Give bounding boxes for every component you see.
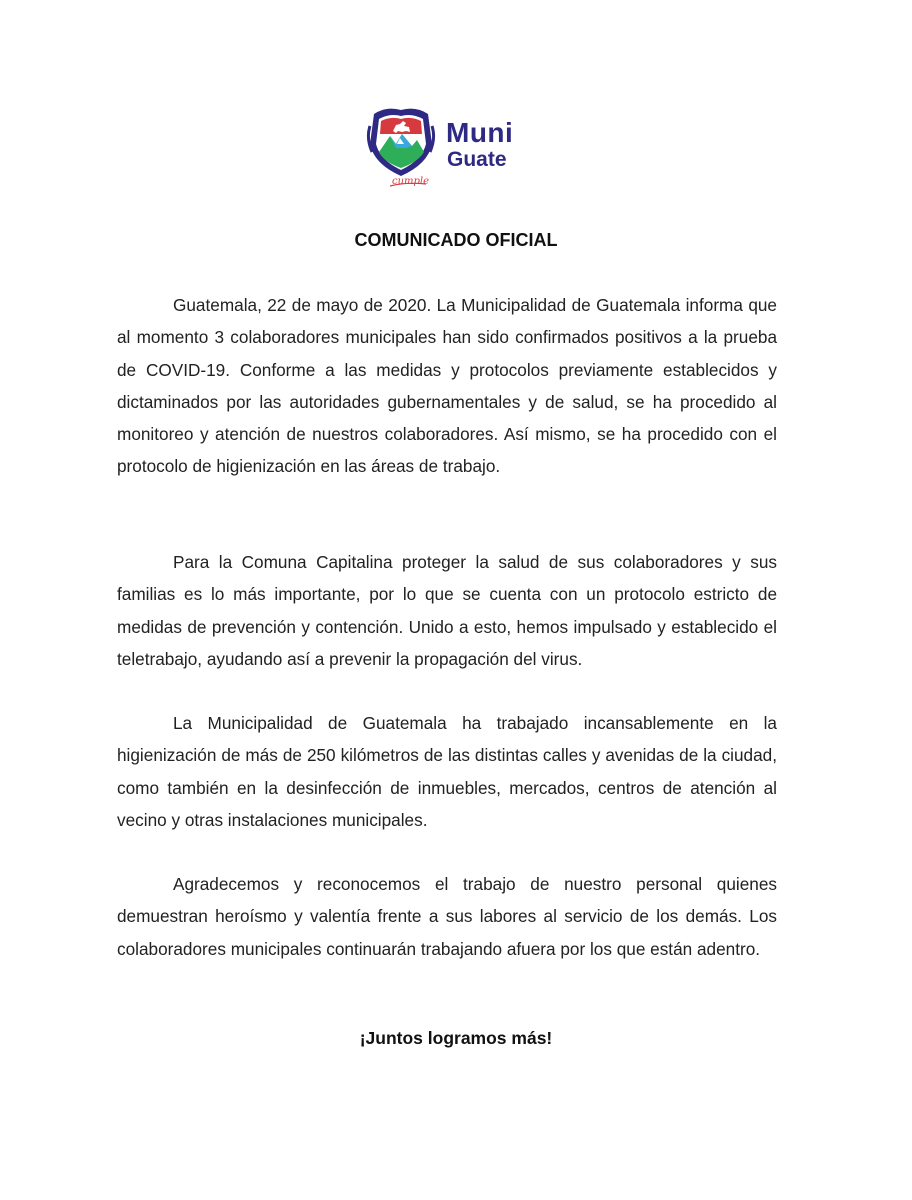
logo-text-guate: Guate bbox=[447, 148, 507, 171]
paragraph-1 bbox=[117, 289, 777, 483]
svg-text:cumple: cumple bbox=[392, 176, 430, 187]
paragraph-text: Guatemala, 22 de mayo de 2020. La Municipalidad de Guatemala informa que al momento 3 colaboradores municipales han sido confirmados positivos a la prueba de COVID-19. Conforme a las medidas y protocolos previamente establecidos y dictaminados por las autoridades gubernamentales y de salud, se ha procedido al monitoreo y atención de nuestros colaboradores. Así mismo, se ha procedido con el protocolo de higienización en las áreas de trabajo. bbox=[117, 295, 777, 477]
paragraph-text: Agradecemos y reconocemos el trabajo de nuestro personal quienes demuestran heroísmo y valentía frente a sus labores al servicio de los demás. Los colaboradores municipales continuarán trabajando afuera por los que están adentro. bbox=[117, 874, 777, 959]
closing-slogan: ¡Juntos logramos más! bbox=[359, 1028, 553, 1048]
paragraph-4 bbox=[117, 868, 777, 965]
municipal-shield-icon bbox=[366, 104, 436, 190]
paragraph-text: La Municipalidad de Guatemala ha trabajado incansablemente en la higienización de más de 250 kilómetros de las distintas calles y avenidas de la ciudad, como también en la desinfección de inmuebles, mercados, centros de atención al vecino y otras instalaciones municipales. bbox=[117, 713, 777, 830]
logo-text-muni: Muni bbox=[446, 117, 514, 148]
paragraph-2 bbox=[117, 546, 777, 675]
document-title: COMUNICADO OFICIAL bbox=[354, 230, 558, 250]
paragraph-3 bbox=[117, 707, 777, 836]
muni-guate-logo bbox=[366, 104, 538, 196]
paragraph-text: Para la Comuna Capitalina proteger la salud de sus colaboradores y sus familias es lo más importante, por lo que se cuenta con un protocolo estricto de medidas de prevención y contención. Unido a esto, hemos impulsado y establecido el teletrabajo, ayudando así a prevenir la propagación del virus. bbox=[117, 552, 777, 669]
